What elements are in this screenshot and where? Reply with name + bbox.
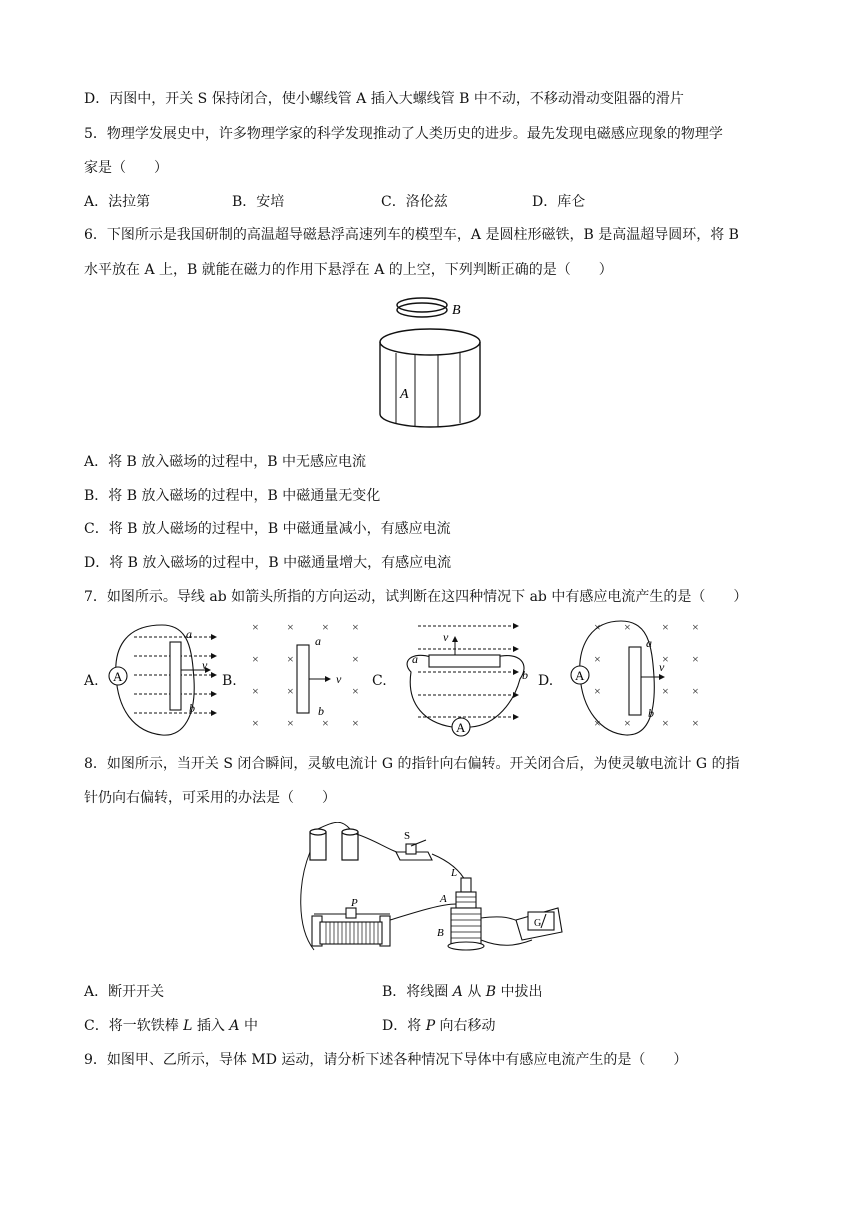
q8-option-b-mid: 从 <box>462 984 486 1000</box>
svg-text:×: × <box>352 620 359 634</box>
q8-option-b-post: 中拔出 <box>496 984 543 1000</box>
q5-option-c: C．洛伦兹 <box>381 194 448 210</box>
conductor-ab <box>297 645 309 713</box>
ring-label-b: B <box>452 303 461 318</box>
slider-label-p: P <box>351 897 358 909</box>
ammeter-label: A <box>575 668 585 683</box>
q6-maglev-figure <box>370 292 490 432</box>
q8-option-b-coil-b: B <box>485 984 497 1000</box>
q6-option-b: B．将 B 放入磁场的过程中，B 中磁通量无变化 <box>84 488 381 504</box>
svg-text:×: × <box>624 716 631 730</box>
q5-option-d: D．库仑 <box>532 194 586 210</box>
q8-option-c-rod-l: L <box>183 1018 193 1034</box>
q8-circuit-figure <box>296 822 566 972</box>
q8-option-c-post: 中 <box>239 1018 258 1034</box>
svg-text:×: × <box>287 620 294 634</box>
q9-stem: 9．如图甲、乙所示，导体 MD 运动，请分析下述各种情况下导体中有感应电流产生的是（ ） <box>84 1052 688 1068</box>
conductor-ab <box>629 647 641 715</box>
q5-option-a: A．法拉第 <box>84 194 151 210</box>
q6-stem-line1: 6．下图所示是我国研制的高温超导磁悬浮高速列车的模型车，A 是圆柱形磁铁，B 是高温超导圆环，将 B <box>84 227 739 243</box>
q7-figure-d <box>566 615 701 740</box>
ammeter-label: A <box>456 720 466 735</box>
q7-option-b-letter: B. <box>222 673 237 689</box>
q7-figure-c <box>396 617 534 742</box>
svg-text:×: × <box>662 620 669 634</box>
svg-text:×: × <box>252 652 259 666</box>
conductor-ab <box>170 642 181 710</box>
svg-text:×: × <box>594 620 601 634</box>
label-v: v <box>659 660 665 674</box>
battery-icon <box>310 829 358 860</box>
svg-text:×: × <box>624 620 631 634</box>
label-b: b <box>648 706 654 720</box>
svg-text:×: × <box>692 652 699 666</box>
switch-label-s: S <box>404 830 411 842</box>
q8-option-a: A．断开开关 <box>84 984 165 1000</box>
svg-text:×: × <box>594 652 601 666</box>
svg-text:×: × <box>252 684 259 698</box>
q7-option-d-letter: D. <box>538 673 554 689</box>
label-a: a <box>315 634 321 648</box>
conductor-ab <box>429 655 500 667</box>
q4-option-d: D．丙图中，开关 S 保持闭合，使小螺线管 A 插入大螺线管 B 中不动，不移动滑动变阻器的滑片 <box>84 91 684 107</box>
label-v: v <box>336 672 342 686</box>
q8-option-c <box>84 1016 258 1036</box>
q6-stem-line2: 水平放在 A 上，B 就能在磁力的作用下悬浮在 A 的上空，下列判断正确的是（ ） <box>84 262 613 278</box>
q8-option-d-slider-p: P <box>425 1018 436 1034</box>
svg-text:×: × <box>287 652 294 666</box>
svg-text:×: × <box>322 716 329 730</box>
svg-text:×: × <box>662 652 669 666</box>
switch-s-icon <box>396 840 432 860</box>
ammeter-label: A <box>113 669 123 684</box>
svg-text:×: × <box>662 716 669 730</box>
q7-figure-b <box>240 615 365 740</box>
q8-option-c-mid: 插入 <box>192 1018 230 1034</box>
label-b: b <box>522 668 528 682</box>
q7-option-c-letter: C. <box>372 673 387 689</box>
svg-text:×: × <box>252 620 259 634</box>
q5-option-b: B．安培 <box>232 194 285 210</box>
q8-option-d <box>382 1016 496 1036</box>
coil-label-a: A <box>440 893 447 905</box>
svg-text:×: × <box>692 620 699 634</box>
q7-figure-a <box>104 620 224 740</box>
svg-text:×: × <box>322 620 329 634</box>
svg-text:×: × <box>287 684 294 698</box>
cylinder-label-a: A <box>400 387 409 402</box>
q8-option-c-pre: C．将一软铁棒 <box>84 1018 184 1034</box>
q8-option-c-coil-a: A <box>229 1018 240 1034</box>
svg-text:×: × <box>287 716 294 730</box>
q7-option-a-letter: A. <box>84 673 99 689</box>
q6-option-c: C．将 B 放人磁场的过程中，B 中磁通量减小，有感应电流 <box>84 521 451 537</box>
svg-text:×: × <box>594 684 601 698</box>
q8-option-d-post: 向右移动 <box>435 1018 496 1034</box>
q8-stem-line2: 针仍向右偏转，可采用的办法是（ ） <box>84 790 336 806</box>
svg-text:×: × <box>692 684 699 698</box>
q6-option-a: A．将 B 放入磁场的过程中，B 中无感应电流 <box>84 454 367 470</box>
label-b: b <box>189 701 195 715</box>
q6-option-d: D．将 B 放入磁场的过程中，B 中磁通量增大，有感应电流 <box>84 555 452 571</box>
svg-text:×: × <box>594 716 601 730</box>
q5-stem-line1: 5．物理学发展史中，许多物理学家的科学发现推动了人类历史的进步。最先发现电磁感应现象的物理学 <box>84 126 723 142</box>
svg-text:×: × <box>692 716 699 730</box>
q8-option-b-pre: B．将线圈 <box>382 984 453 1000</box>
cylindrical-magnet-a <box>380 329 480 427</box>
svg-text:×: × <box>252 716 259 730</box>
coil-label-b: B <box>437 927 444 939</box>
q7-stem: 7．如图所示。导线 ab 如箭头所指的方向运动，试判断在这四种情况下 ab 中有感应电流产生的是（ ） <box>84 589 748 605</box>
label-b: b <box>318 704 324 718</box>
label-a: a <box>186 627 192 641</box>
label-v: v <box>202 658 208 672</box>
label-a: a <box>412 652 418 666</box>
q8-stem-line1: 8．如图所示，当开关 S 闭合瞬间，灵敏电流计 G 的指针向右偏转。开关闭合后，为使灵敏电流计 G 的指 <box>84 756 740 772</box>
q8-option-b <box>382 982 543 1002</box>
coil-label-l: L <box>451 867 458 879</box>
svg-text:×: × <box>352 716 359 730</box>
superconducting-ring-b <box>397 298 447 317</box>
label-a: a <box>646 636 652 650</box>
svg-text:×: × <box>662 684 669 698</box>
q8-option-b-coil-a: A <box>452 984 463 1000</box>
svg-text:×: × <box>352 652 359 666</box>
label-v: v <box>443 630 449 644</box>
svg-text:×: × <box>352 684 359 698</box>
q5-stem-line2: 家是（ ） <box>84 160 168 176</box>
galvanometer-label-g: G <box>534 918 542 929</box>
q8-option-d-pre: D．将 <box>382 1018 426 1034</box>
